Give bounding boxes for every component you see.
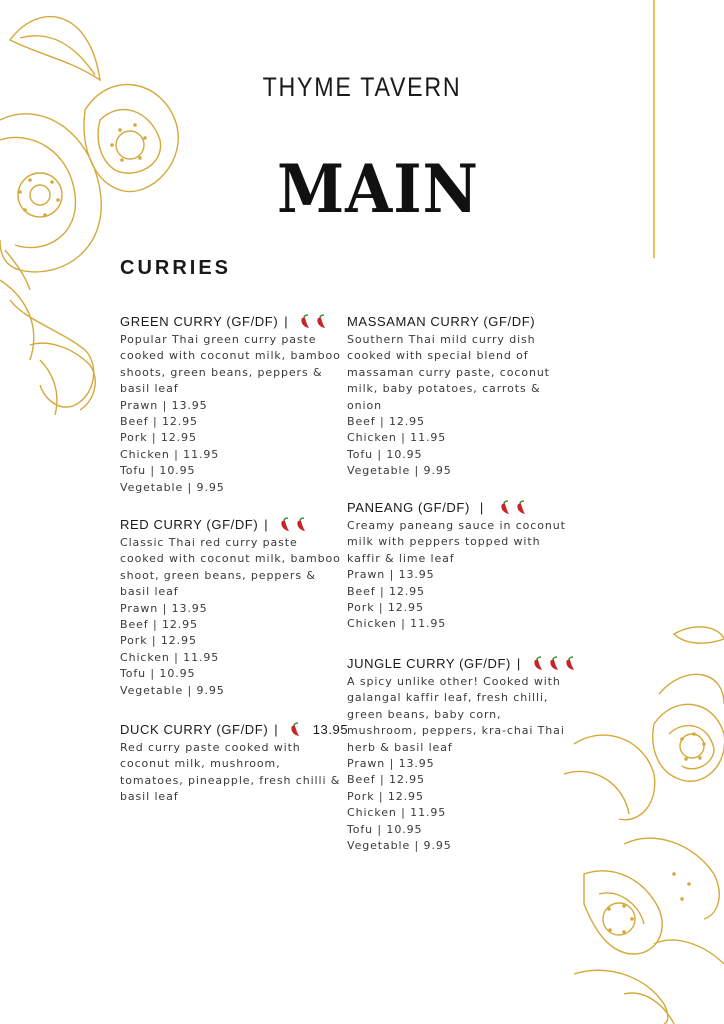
item-description-line: shoot, green beans, peppers &	[120, 568, 316, 582]
chili-icon	[314, 313, 330, 329]
price-line: Pork | 12.95	[120, 431, 197, 445]
price-line: Beef | 12.95	[120, 415, 198, 429]
price-line: Pork | 12.95	[120, 634, 197, 648]
price-line: Tofu | 10.95	[347, 447, 423, 461]
item-description-line: milk with peppers topped with	[347, 535, 541, 549]
price-line: Tofu | 10.95	[120, 667, 196, 681]
item-description-line: massaman curry paste, coconut	[347, 365, 550, 379]
item-separator: |	[479, 500, 484, 515]
price-line: Vegetable | 9.95	[120, 683, 225, 697]
price-line: Prawn | 13.95	[347, 757, 435, 771]
item-name: MASSAMAN CURRY (GF/DF)	[347, 314, 536, 329]
chili-icon	[498, 499, 514, 515]
chili-icon	[563, 655, 579, 671]
item-description-line: Classic Thai red curry paste	[120, 536, 298, 549]
chili-icon	[514, 499, 530, 515]
floral-ornament-bottom-right	[564, 614, 724, 1024]
menu-heading: MAIN	[277, 150, 479, 228]
chili-icon	[531, 655, 547, 671]
item-description-line: basil leaf	[120, 790, 179, 804]
restaurant-name: THYME TAVERN	[262, 72, 462, 102]
item-description-line: herb & basil leaf	[347, 740, 453, 754]
item-description-line: kaffir & lime leaf	[347, 551, 455, 565]
item-description-line: A spicy unlike other! Cooked with	[347, 675, 561, 688]
item-description-line: mushroom, peppers, kra-chai Thai	[347, 724, 565, 738]
price-line: Chicken | 11.95	[120, 447, 220, 461]
chili-icon	[298, 313, 314, 329]
price-line: Pork | 12.95	[347, 789, 424, 803]
menu-item-red-curry	[120, 515, 350, 699]
price-line: Chicken | 11.95	[347, 431, 447, 445]
item-name: RED CURRY (GF/DF)	[120, 517, 259, 532]
item-description-line: Red curry paste cooked with	[120, 741, 301, 754]
item-description-line: basil leaf	[120, 382, 179, 396]
item-price: 13.95	[312, 722, 349, 737]
price-line: Beef | 12.95	[347, 415, 425, 429]
item-description-line: basil leaf	[120, 585, 179, 599]
item-description-line: cooked with coconut milk, bamboo	[120, 349, 341, 363]
price-line: Tofu | 10.95	[347, 822, 423, 836]
item-description-line: coconut milk, mushroom,	[120, 757, 281, 771]
menu-item-jungle-curry	[347, 654, 577, 854]
item-description-line: Creamy paneang sauce in coconut	[347, 519, 566, 532]
price-line: Pork | 12.95	[347, 601, 424, 615]
menu-item-green-curry	[120, 312, 350, 496]
item-description-line: Southern Thai mild curry dish	[347, 333, 536, 346]
price-line: Prawn | 13.95	[347, 568, 435, 582]
item-description-line: onion	[347, 398, 382, 412]
section-title: CURRIES	[120, 257, 232, 279]
item-name: GREEN CURRY (GF/DF)	[120, 314, 279, 329]
price-line: Vegetable | 9.95	[120, 480, 225, 494]
price-line: Chicken | 11.95	[347, 806, 447, 820]
price-line: Beef | 12.95	[347, 773, 425, 787]
chili-icon	[294, 516, 310, 532]
price-line: Vegetable | 9.95	[347, 839, 452, 853]
item-separator: |	[284, 314, 289, 329]
item-description-line: tomatoes, pineapple, fresh chilli &	[120, 773, 341, 787]
item-name: PANEANG (GF/DF)	[347, 500, 470, 515]
price-line: Tofu | 10.95	[120, 464, 196, 478]
price-line: Beef | 12.95	[120, 618, 198, 632]
item-separator: |	[274, 722, 279, 737]
item-description-line: green beans, baby corn,	[347, 707, 502, 721]
menu-item-massaman-curry	[347, 312, 577, 480]
chili-icon	[547, 655, 563, 671]
item-separator: |	[264, 517, 269, 532]
menu-item-duck-curry	[120, 720, 350, 806]
item-description-line: galangal kaffir leaf, fresh chilli,	[347, 691, 549, 705]
item-description-line: milk, baby potatoes, carrots &	[347, 382, 541, 396]
item-name: DUCK CURRY (GF/DF)	[120, 722, 269, 737]
item-name: JUNGLE CURRY (GF/DF)	[347, 656, 511, 671]
item-description-line: cooked with special blend of	[347, 349, 529, 363]
item-description-line: Popular Thai green curry paste	[120, 333, 317, 346]
chili-icon	[288, 721, 304, 737]
price-line: Beef | 12.95	[347, 584, 425, 598]
item-description-line: shoots, green beans, peppers &	[120, 365, 323, 379]
menu-item-paneang	[347, 498, 577, 633]
price-line: Prawn | 13.95	[120, 601, 208, 615]
price-line: Prawn | 13.95	[120, 398, 208, 412]
chili-icon	[278, 516, 294, 532]
price-line: Chicken | 11.95	[120, 650, 220, 664]
price-line: Vegetable | 9.95	[347, 464, 452, 478]
price-line: Chicken | 11.95	[347, 617, 447, 631]
item-description-line: cooked with coconut milk, bamboo	[120, 552, 341, 566]
item-separator: |	[516, 656, 521, 671]
